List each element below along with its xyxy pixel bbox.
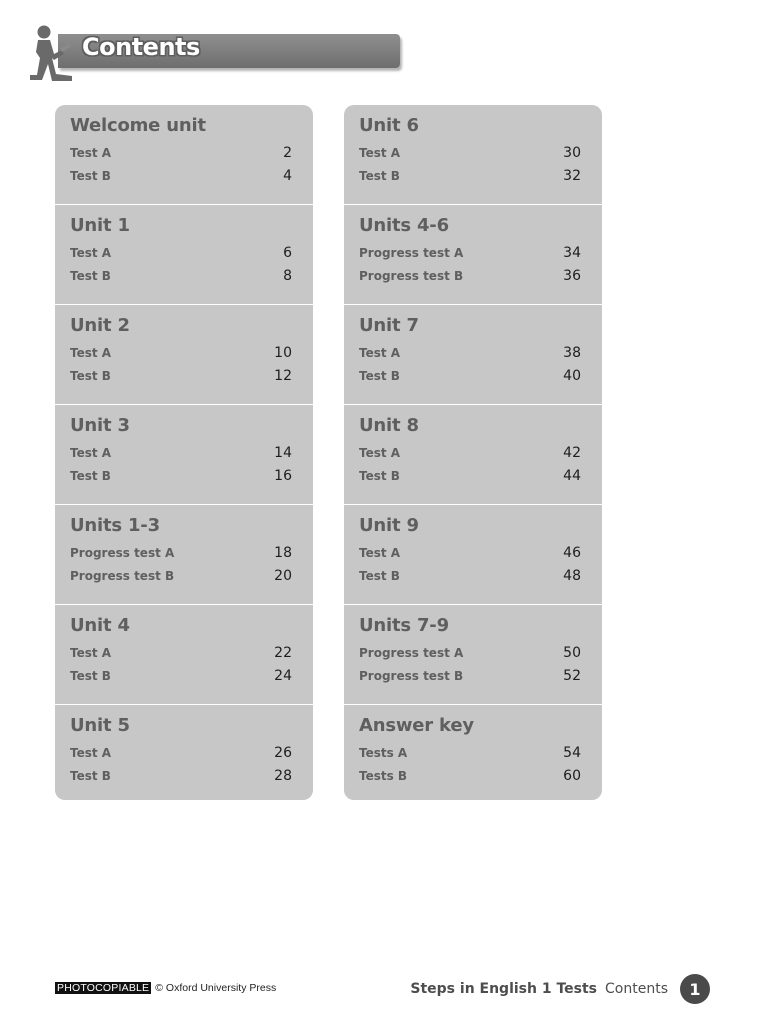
entry-page-number: 26 [274,744,292,761]
contents-entry [359,164,602,187]
contents-section [344,705,602,800]
contents-section [55,105,313,205]
section-title: Unit 8 [359,415,419,436]
entry-label: Test A [70,245,112,260]
contents-entry [70,541,313,564]
contents-entry [70,264,313,287]
entry-page-number: 12 [274,367,292,384]
entry-label: Tests B [359,768,408,783]
entry-page-number: 14 [274,444,292,461]
contents-entry [70,341,313,364]
entry-label: Test B [70,168,111,183]
section-title: Units 7-9 [359,615,449,636]
contents-section [344,105,602,205]
contents-entry [70,564,313,587]
contents-entry [70,164,313,187]
contents-entry [359,741,602,764]
contents-section [55,505,313,605]
section-title: Unit 7 [359,315,419,336]
entry-page-number: 38 [563,344,581,361]
entry-label: Test A [70,445,112,460]
section-title: Unit 6 [359,115,419,136]
entry-label: Progress test B [359,268,464,283]
contents-entry [359,541,602,564]
copyright-text: © Oxford University Press [155,982,277,994]
entry-label: Progress test B [70,568,175,583]
contents-section [344,305,602,405]
entry-label: Progress test A [359,645,464,660]
entry-page-number: 24 [274,667,292,684]
entry-label: Test A [70,345,112,360]
entry-label: Test B [70,768,111,783]
contents-entry [359,264,602,287]
contents-entry [70,364,313,387]
entry-page-number: 50 [563,644,581,661]
entry-label: Test B [70,468,111,483]
entry-label: Progress test A [359,245,464,260]
entry-page-number: 44 [563,467,581,484]
entry-page-number: 10 [274,344,292,361]
contents-entry [359,441,602,464]
section-title: Unit 5 [70,715,130,736]
entry-page-number: 34 [563,244,581,261]
entry-label: Test A [359,345,401,360]
contents-entry [70,741,313,764]
contents-entry [70,441,313,464]
contents-entry [70,641,313,664]
entry-page-number: 8 [283,267,292,284]
contents-left-column [55,105,313,800]
entry-page-number: 20 [274,567,292,584]
entry-page-number: 36 [563,267,581,284]
contents-section [55,205,313,305]
entry-page-number: 32 [563,167,581,184]
contents-entry [70,664,313,687]
contents-entry [359,341,602,364]
contents-entry [359,141,602,164]
contents-entry [70,141,313,164]
entry-page-number: 46 [563,544,581,561]
section-title: Welcome unit [70,115,206,136]
contents-section [55,705,313,800]
contents-section [344,605,602,705]
section-title: Units 4-6 [359,215,449,236]
entry-label: Test B [70,668,111,683]
section-title: Unit 3 [70,415,130,436]
entry-label: Test A [359,545,401,560]
section-title: Unit 9 [359,515,419,536]
entry-label: Progress test B [359,668,464,683]
contents-entry [359,564,602,587]
entry-page-number: 48 [563,567,581,584]
entry-label: Test B [359,368,400,383]
entry-label: Test B [359,168,400,183]
entry-page-number: 30 [563,144,581,161]
footer-section: Contents [605,981,668,997]
entry-label: Test B [359,568,400,583]
entry-label: Test B [359,468,400,483]
entry-page-number: 54 [563,744,581,761]
contents-entry [70,241,313,264]
contents-entry [359,241,602,264]
section-title: Answer key [359,715,474,736]
section-title: Unit 1 [70,215,130,236]
book-title: Steps in English 1 Tests [410,981,598,997]
entry-label: Progress test A [70,545,175,560]
entry-page-number: 18 [274,544,292,561]
entry-label: Test A [70,145,112,160]
contents-section [344,505,602,605]
contents-entry [359,664,602,687]
contents-section [55,405,313,505]
entry-page-number: 40 [563,367,581,384]
entry-label: Test A [70,745,112,760]
contents-entry [70,764,313,787]
contents-entry [70,464,313,487]
contents-entry [359,641,602,664]
contents-right-column [344,105,602,800]
page-number: 1 [680,974,710,1004]
section-title: Unit 4 [70,615,130,636]
contents-entry [359,364,602,387]
entry-page-number: 4 [283,167,292,184]
entry-page-number: 28 [274,767,292,784]
walking-person-icon [26,24,80,82]
footer-copyright [55,982,276,994]
entry-label: Test B [70,268,111,283]
entry-label: Test B [70,368,111,383]
contents-section [55,605,313,705]
entry-page-number: 16 [274,467,292,484]
entry-page-number: 2 [283,144,292,161]
entry-page-number: 60 [563,767,581,784]
page-header [26,24,386,84]
contents-section [344,405,602,505]
entry-label: Test A [70,645,112,660]
entry-page-number: 52 [563,667,581,684]
section-title: Unit 2 [70,315,130,336]
entry-label: Test A [359,145,401,160]
contents-entry [359,764,602,787]
page-title: Contents [82,33,200,61]
footer-book-info [410,974,710,1004]
section-title: Units 1-3 [70,515,160,536]
entry-label: Test A [359,445,401,460]
contents-section [344,205,602,305]
photocopiable-badge: PHOTOCOPIABLE [57,982,150,994]
entry-label: Tests A [359,745,408,760]
entry-page-number: 6 [283,244,292,261]
entry-page-number: 42 [563,444,581,461]
entry-page-number: 22 [274,644,292,661]
contents-section [55,305,313,405]
contents-entry [359,464,602,487]
